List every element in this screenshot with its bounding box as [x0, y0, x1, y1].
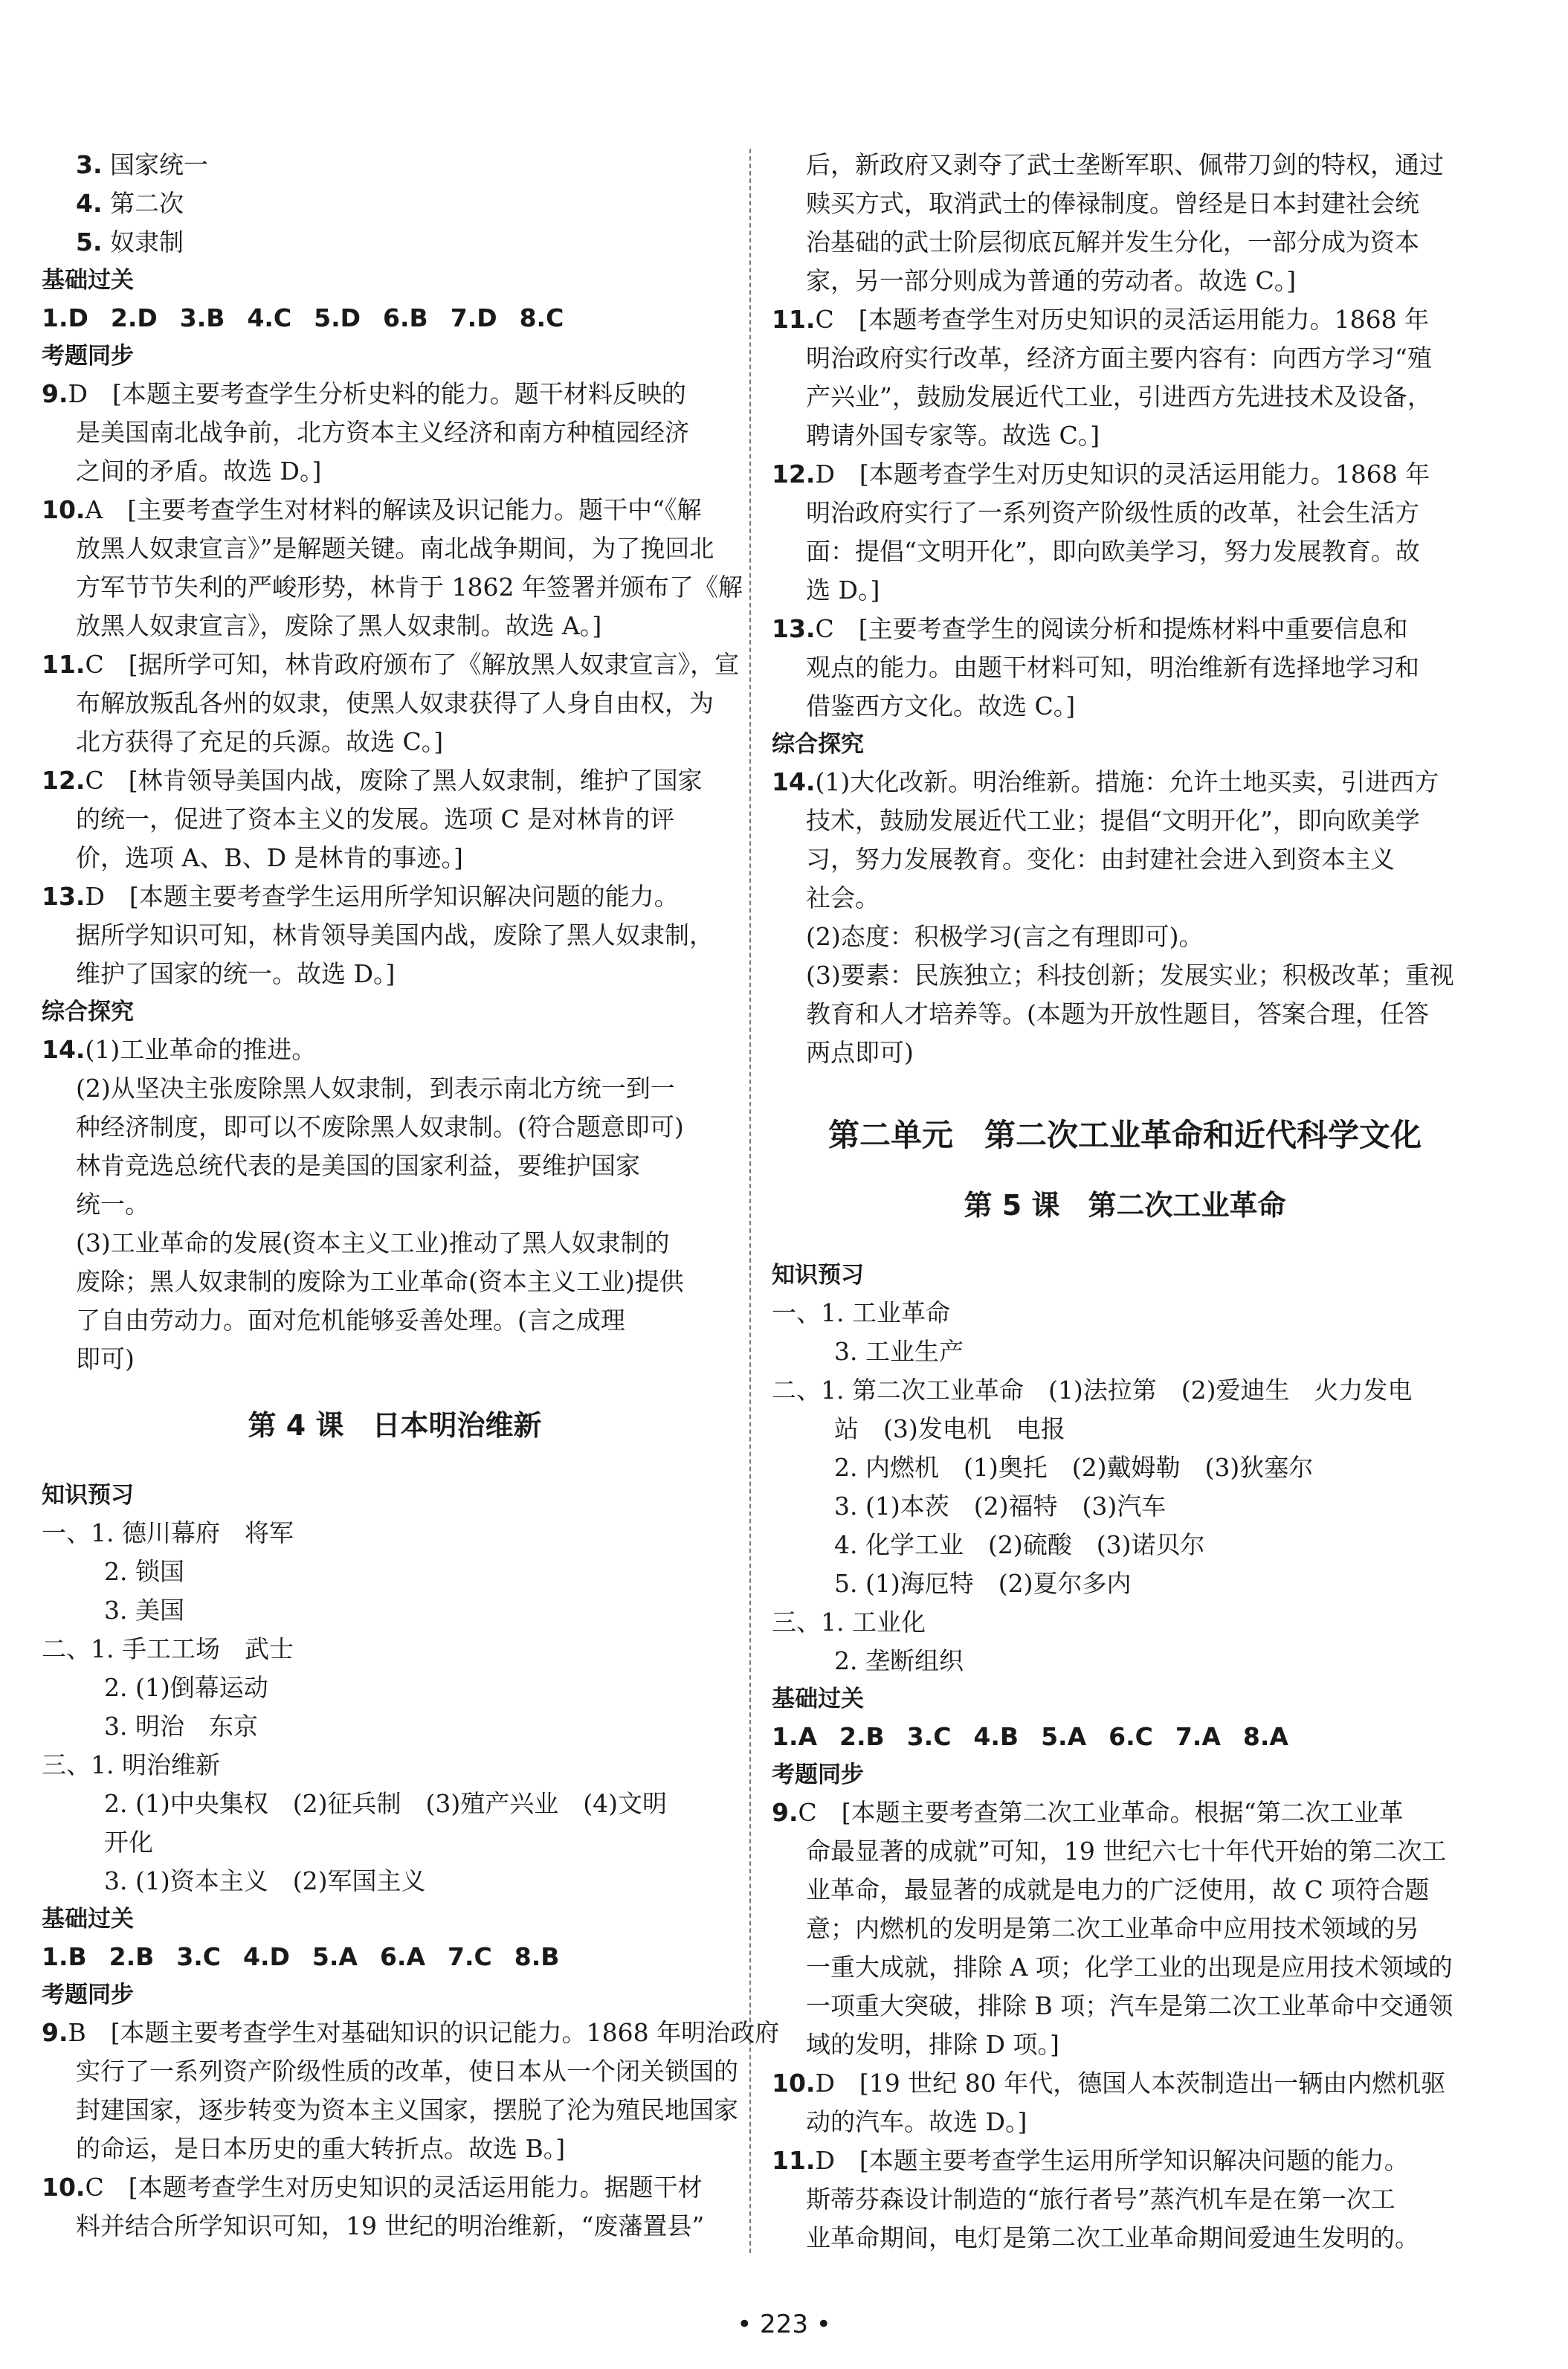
- answer-text: 维护了国家的统一。故选 D。]: [76, 959, 396, 988]
- question-block: [42, 1031, 748, 1379]
- section-title: 综合探究: [772, 731, 864, 758]
- answer-text: 面：提倡“文明开化”，即向欧美学习，努力发展教育。故: [806, 537, 1420, 566]
- answer-text: 方军节节失利的严峻形势，林肯于 1862 年签署并颁布了《解: [76, 573, 743, 602]
- question-block: [42, 375, 748, 491]
- answer-row: [772, 1718, 1478, 1756]
- answer-item: 3.B: [179, 303, 225, 332]
- answer-line: [772, 1034, 1478, 1072]
- answer-line: [772, 1793, 1478, 1832]
- answer-item: 8.B: [514, 1942, 560, 1971]
- answer-line: [42, 761, 748, 800]
- answer-item: 5.D: [314, 303, 361, 332]
- answer-item: 3.C: [906, 1722, 952, 1751]
- answer-text: D [本题主要考查学生运用所学知识解决问题的能力。: [815, 2146, 1409, 2175]
- question-block: [42, 645, 748, 761]
- answer-line: [42, 2052, 748, 2091]
- answer-item: 5.A: [312, 1942, 358, 1971]
- answer-line: [42, 684, 748, 723]
- answer-text: (1)工业革命的推进。: [85, 1035, 317, 1064]
- answer-text: 料并结合所学知识可知，19 世纪的明治维新，“废藩置县”: [76, 2211, 705, 2240]
- answer-text: 动的汽车。故选 D。]: [806, 2107, 1027, 2136]
- answer-line: [772, 2219, 1478, 2257]
- section-title: 基础过关: [42, 1906, 134, 1933]
- answer-line: [42, 723, 748, 761]
- question-number: 13.: [772, 614, 816, 643]
- section-title: 考题同步: [772, 1762, 864, 1788]
- item-number: 5.: [76, 228, 103, 257]
- question-block: [42, 877, 748, 993]
- answer-line: [772, 956, 1478, 995]
- answer-text: 布解放叛乱各州的奴隶，使黑人奴隶获得了人身自由权，为: [76, 689, 714, 718]
- answer-line: [42, 877, 748, 916]
- question-block: [772, 763, 1478, 1072]
- answer-text: 放黑人奴隶宣言》，废除了黑人奴隶制。故选 A。]: [76, 611, 602, 640]
- answer-line: [772, 840, 1478, 879]
- answer-line: [772, 455, 1478, 494]
- preview-item: 二、1. 第二次工业革命 (1)法拉第 (2)爱迪生 火力发电: [772, 1376, 1413, 1405]
- answer-line: [42, 568, 748, 607]
- question-block: [772, 300, 1478, 455]
- answer-text: 据所学知识可知，林肯领导美国内战，废除了黑人奴隶制，: [76, 921, 714, 950]
- answer-text: D [19 世纪 80 年代，德国人本茨制造出一辆由内燃机驱: [815, 2069, 1446, 2098]
- list-item: [42, 184, 748, 223]
- answer-line: [42, 1147, 748, 1185]
- list-item: [42, 223, 748, 262]
- preview-item: 3. 美国: [104, 1596, 184, 1625]
- answer-row: [42, 1938, 748, 1976]
- answer-item: 2.D: [110, 303, 158, 332]
- answer-line: [772, 1948, 1478, 1987]
- answer-line: [42, 1069, 748, 1108]
- answer-line: [772, 879, 1478, 918]
- answer-line: [772, 802, 1478, 840]
- answer-text: 明治政府实行了一系列资产阶级性质的改革，社会生活方: [806, 498, 1419, 527]
- answer-line: [772, 2025, 1478, 2064]
- lesson-title: 第 5 课 第二次工业革命: [964, 1189, 1286, 1222]
- answer-item: 3.C: [176, 1942, 222, 1971]
- answer-line: [772, 1987, 1478, 2025]
- answer-text: C [本题主要考查第二次工业革命。根据“第二次工业革: [798, 1798, 1404, 1827]
- answer-line: [42, 413, 748, 452]
- answer-text: (2)从坚决主张废除黑人奴隶制，到表示南北方统一到一: [76, 1074, 675, 1103]
- preview-item: 3. (1)本茨 (2)福特 (3)汽车: [834, 1492, 1167, 1521]
- answer-line: [42, 800, 748, 839]
- answer-line: [772, 2064, 1478, 2103]
- item-number: 3.: [76, 150, 103, 179]
- answer-item: 2.B: [109, 1942, 155, 1971]
- answer-line: [42, 1263, 748, 1301]
- answer-text: C [主要考查学生的阅读分析和提炼材料中重要信息和: [815, 614, 1408, 643]
- section-title: 考题同步: [42, 343, 134, 370]
- answer-line: [42, 452, 748, 491]
- answer-text: C [据所学可知，林肯政府颁布了《解放黑人奴隶宣言》，宣: [85, 650, 740, 679]
- answer-line: [42, 2168, 748, 2207]
- answer-text: 废除；黑人奴隶制的废除为工业革命(资本主义工业)提供: [76, 1267, 684, 1296]
- answer-item: 4.D: [243, 1942, 290, 1971]
- answer-item: 5.A: [1041, 1722, 1087, 1751]
- answer-line: [772, 416, 1478, 455]
- answer-line: [42, 375, 748, 413]
- answer-line: [42, 1301, 748, 1340]
- answer-item: 1.D: [42, 303, 88, 332]
- preview-item: 开化: [104, 1828, 153, 1857]
- answer-line: [42, 839, 748, 877]
- preview-item: 一、1. 德川幕府 将军: [42, 1518, 294, 1547]
- answer-text: 实行了一系列资产阶级性质的改革，使日本从一个闭关锁国的: [76, 2057, 738, 2086]
- answer-line: [42, 491, 748, 529]
- preview-item: 3. 明治 东京: [104, 1712, 258, 1741]
- question-number: 10.: [42, 495, 86, 524]
- answer-line: [42, 1185, 748, 1224]
- question-number: 10.: [772, 2069, 816, 2098]
- answer-line: [772, 494, 1478, 532]
- question-block: [42, 761, 748, 877]
- section-title: 知识预习: [42, 1482, 134, 1509]
- unit-title: 第二单元 第二次工业革命和近代科学文化: [827, 1117, 1422, 1153]
- preview-item: 3. (1)资本主义 (2)军国主义: [104, 1866, 426, 1895]
- item-number: 4.: [76, 189, 103, 218]
- answer-line: [42, 1224, 748, 1263]
- answer-text: 命最显著的成就”可知，19 世纪六七十年代开始的第二次工: [806, 1837, 1447, 1866]
- question-block: [772, 455, 1478, 610]
- preview-item: 三、1. 工业化: [772, 1608, 926, 1637]
- answer-text: 观点的能力。由题干材料可知，明治维新有选择地学习和: [806, 653, 1419, 682]
- answer-line: [772, 532, 1478, 571]
- answer-item: 2.B: [839, 1722, 885, 1751]
- answer-text: 习，努力发展教育。变化：由封建社会进入到资本主义: [806, 845, 1395, 874]
- section-title: 综合探究: [42, 999, 134, 1025]
- answer-text: 北方获得了充足的兵源。故选 C。]: [76, 727, 444, 756]
- answer-text: 了自由劳动力。面对危机能够妥善处理。(言之成理: [76, 1306, 625, 1335]
- answer-text: 一重大成就，排除 A 项；化学工业的出现是应用技术领域的: [806, 1953, 1453, 1982]
- section-title: 基础过关: [772, 1686, 864, 1712]
- answer-text: 产兴业”，鼓励发展近代工业，引进西方先进技术及设备，: [806, 382, 1432, 411]
- answer-item: 7.D: [450, 303, 497, 332]
- answer-text: 封建国家，逐步转变为资本主义国家，摆脱了沦为殖民地国家: [76, 2095, 738, 2124]
- answer-text: 的命运，是日本历史的重大转折点。故选 B。]: [76, 2134, 566, 2163]
- answer-text: 放黑人奴隶宣言》”是解题关键。南北战争期间，为了挽回北: [76, 534, 714, 563]
- preview-item: 3. 工业生产: [834, 1337, 964, 1366]
- answer-item: 4.C: [247, 303, 292, 332]
- answer-text: 业革命期间，电灯是第二次工业革命期间爱迪生发明的。: [806, 2223, 1419, 2252]
- question-number: 13.: [42, 882, 86, 911]
- answer-item: 6.B: [383, 303, 428, 332]
- answer-line: [772, 571, 1478, 610]
- answer-line: [772, 2141, 1478, 2180]
- column-divider: [749, 149, 751, 2253]
- answer-item: 4.B: [973, 1722, 1019, 1751]
- section-title: 知识预习: [772, 1262, 864, 1289]
- answer-text: 的统一，促进了资本主义的发展。选项 C 是对林肯的评: [76, 805, 675, 834]
- answer-line: [772, 378, 1478, 416]
- answer-text: 技术，鼓励发展近代工业；提倡“文明开化”，即向欧美学: [806, 806, 1420, 835]
- preview-item: 2. 锁国: [104, 1557, 184, 1586]
- question-block: [42, 2168, 748, 2246]
- answer-item: 6.C: [1109, 1722, 1153, 1751]
- answer-text: 种经济制度，即可以不废除黑人奴隶制。(符合题意即可): [76, 1112, 684, 1141]
- question-number: 12.: [42, 766, 86, 795]
- answer-row: [42, 299, 748, 338]
- answer-item: 1.B: [42, 1942, 87, 1971]
- answer-text: C [本题考查学生对历史知识的灵活运用能力。1868 年: [815, 305, 1430, 334]
- preview-item: 站 (3)发电机 电报: [834, 1414, 1065, 1443]
- answer-text: 统一。: [76, 1190, 149, 1219]
- answer-text: 一项重大突破，排除 B 项；汽车是第二次工业革命中交通领: [806, 1991, 1454, 2020]
- answer-text: 斯蒂芬森设计制造的“旅行者号”蒸汽机车是在第一次工: [806, 2185, 1396, 2214]
- preview-item: 4. 化学工业 (2)硫酸 (3)诺贝尔: [834, 1530, 1205, 1559]
- question-block: [772, 610, 1478, 726]
- question-number: 11.: [772, 305, 816, 334]
- question-block: [772, 2141, 1478, 2257]
- page-number: • 223 •: [737, 2310, 831, 2339]
- answer-line: [772, 687, 1478, 726]
- answer-text: 业革命，最显著的成就是电力的广泛使用，故 C 项符合题: [806, 1875, 1430, 1904]
- preview-item: 二、1. 手工工场 武士: [42, 1634, 294, 1663]
- question-number: 14.: [772, 767, 816, 796]
- answer-line: [772, 1909, 1478, 1948]
- answer-line: [772, 2103, 1478, 2141]
- answer-line: [42, 955, 748, 993]
- preview-item: 2. (1)倒幕运动: [104, 1673, 268, 1702]
- answer-text: 意；内燃机的发明是第二次工业革命中应用技术领域的另: [806, 1914, 1419, 1943]
- answer-text: 两点即可): [806, 1038, 914, 1067]
- answer-text: A [主要考查学生对材料的解读及识记能力。题干中“《解: [85, 495, 702, 524]
- answer-text: 教育和人才培养等。(本题为开放性题目，答案合理，任答: [806, 999, 1429, 1028]
- question-number: 11.: [772, 2146, 816, 2175]
- left-column: [42, 146, 780, 2246]
- answer-text: B [本题主要考查学生对基础知识的识记能力。1868 年明治政府: [68, 2018, 780, 2047]
- answer-text: 之间的矛盾。故选 D。]: [76, 457, 322, 486]
- answer-line: [42, 2207, 748, 2246]
- answer-line: [42, 607, 748, 645]
- answer-text: (3)工业革命的发展(资本主义工业)推动了黑人奴隶制的: [76, 1228, 670, 1257]
- answer-line: [42, 1108, 748, 1147]
- answer-text: 聘请外国专家等。故选 C。]: [806, 421, 1100, 450]
- answer-line: [772, 918, 1478, 956]
- right-column: [772, 146, 1478, 2257]
- question-number: 12.: [772, 460, 816, 489]
- answer-item: 8.A: [1242, 1722, 1288, 1751]
- answer-item: 7.C: [448, 1942, 492, 1971]
- question-number: 10.: [42, 2173, 86, 2202]
- preview-item: 2. 内燃机 (1)奥托 (2)戴姆勒 (3)狄塞尔: [834, 1453, 1314, 1482]
- answer-line: [772, 339, 1478, 378]
- answer-line: [772, 1832, 1478, 1871]
- answer-line: [42, 2130, 748, 2168]
- answer-text: 选 D。]: [806, 576, 880, 605]
- question-number: 9.: [772, 1798, 798, 1827]
- question-number: 9.: [42, 2018, 68, 2047]
- answer-line: [42, 916, 748, 955]
- section-title: 考题同步: [42, 1982, 134, 2008]
- answer-text: 林肯竞选总统代表的是美国的国家利益，要维护国家: [76, 1151, 640, 1180]
- question-number: 9.: [42, 379, 68, 408]
- preview-item: 2. 垄断组织: [834, 1646, 964, 1675]
- answer-line: 赎买方式，取消武士的俸禄制度。曾经是日本封建社会统: [806, 189, 1419, 218]
- answer-text: 即可): [76, 1344, 135, 1373]
- question-block: [42, 491, 748, 645]
- item-text: 国家统一: [102, 150, 208, 179]
- answer-line: 治基础的武士阶层彻底瓦解并发生分化，一部分成为资本: [806, 228, 1419, 257]
- answer-text: 是美国南北战争前，北方资本主义经济和南方种植园经济: [76, 418, 689, 447]
- question-number: 11.: [42, 650, 86, 679]
- answer-text: 借鉴西方文化。故选 C。]: [806, 692, 1076, 721]
- answer-item: 7.A: [1175, 1722, 1221, 1751]
- question-block: [772, 1793, 1478, 2064]
- answer-line: [42, 645, 748, 684]
- answer-text: D [本题主要考查学生分析史料的能力。题干材料反映的: [68, 379, 686, 408]
- question-block: [772, 2064, 1478, 2141]
- answer-line: 后，新政府又剥夺了武士垄断军职、佩带刀剑的特权，通过: [806, 150, 1444, 179]
- question-number: 14.: [42, 1035, 86, 1064]
- answer-line: [42, 2091, 748, 2130]
- answer-text: 社会。: [806, 883, 880, 912]
- answer-text: D [本题考查学生对历史知识的灵活运用能力。1868 年: [815, 460, 1430, 489]
- preview-item: 2. (1)中央集权 (2)征兵制 (3)殖产兴业 (4)文明: [104, 1789, 667, 1818]
- answer-line: [42, 529, 748, 568]
- question-block: [42, 2014, 780, 2168]
- answer-item: 8.C: [519, 303, 564, 332]
- answer-line: [772, 648, 1478, 687]
- answer-line: [42, 1340, 748, 1379]
- item-text: 第二次: [102, 189, 184, 218]
- answer-text: 价，选项 A、B、D 是林肯的事迹。]: [76, 843, 463, 872]
- answer-line: [42, 2014, 780, 2052]
- preview-item: 一、1. 工业革命: [772, 1298, 950, 1327]
- answer-item: 6.A: [379, 1942, 426, 1971]
- answer-line: [772, 763, 1478, 802]
- answer-text: (2)态度：积极学习(言之有理即可)。: [806, 922, 1204, 951]
- answer-text: (3)要素：民族独立；科技创新；发展实业；积极改革；重视: [806, 961, 1454, 990]
- answer-line: [772, 995, 1478, 1034]
- answer-text: 域的发明，排除 D 项。]: [806, 2030, 1059, 2059]
- answer-line: [772, 2180, 1478, 2219]
- answer-line: [772, 300, 1478, 339]
- answer-text: D [本题主要考查学生运用所学知识解决问题的能力。: [85, 882, 679, 911]
- answer-text: C [本题考查学生对历史知识的灵活运用能力。据题干材: [85, 2173, 703, 2202]
- answer-text: (1)大化改新。明治维新。措施：允许土地买卖，引进西方: [815, 767, 1439, 796]
- answer-line: 家，另一部分则成为普通的劳动者。故选 C。]: [806, 266, 1297, 295]
- answer-line: [772, 1871, 1478, 1909]
- answer-line: [772, 610, 1478, 648]
- answer-item: 1.A: [772, 1722, 818, 1751]
- answer-text: C [林肯领导美国内战，废除了黑人奴隶制，维护了国家: [85, 766, 703, 795]
- preview-item: 5. (1)海厄特 (2)夏尔多内: [834, 1569, 1132, 1598]
- answer-text: 明治政府实行改革，经济方面主要内容有：向西方学习“殖: [806, 344, 1432, 373]
- preview-item: 三、1. 明治维新: [42, 1750, 220, 1779]
- answer-line: [42, 1031, 748, 1069]
- item-text: 奴隶制: [102, 228, 184, 257]
- list-item: [42, 146, 748, 184]
- lesson-title: 第 4 课 日本明治维新: [248, 1409, 542, 1442]
- section-title: 基础过关: [42, 267, 134, 294]
